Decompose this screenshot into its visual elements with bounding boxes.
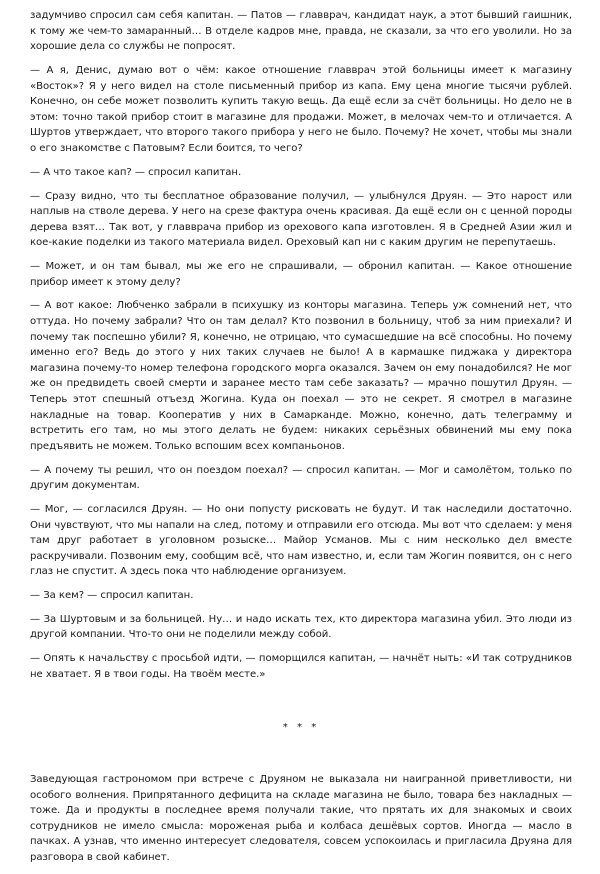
paragraph: — Может, и он там бывал, мы же его не спрашивали, — обронил капитан. — Какое отношение прибор имеет к этому делу? — [30, 261, 572, 288]
paragraph: — За Шуртовым и за больницей. Ну… и надо искать тех, кто директора магазина убил. Это люди из другой компании. Что-то они не поделили между собой. — [30, 613, 572, 641]
paragraph: задумчиво спросил сам себя капитан. — Патов — главврач, кандидат наук, а этот бывший гаишник, к тому же чем-то замаранный… В отделе кадров мне, правда, не сказали, за что его уволили. Но за хорошие дела со службы не попросят. — [30, 10, 572, 53]
paragraph: — Мог, — согласился Друян. — Но они попусту рисковать не будут. И так наследили достаточно. Они чувствуют, что мы напали на след, потому и отправили его отсюда. Мы вот что сделаем: у меня там друг работает в уголовном розыске… Майор Усманов. Мы с ним несколько дел вместе раскручивали. Позвоним ему, сообщим всё, что нам известно, и, если там Жогин появится, он с него глаз не спустит. А здесь пока что наблюдение организуем. — [30, 503, 572, 578]
document-page — [30, 8, 572, 874]
paragraph: — Опять к начальству с просьбой идти, — поморщился капитан, — начнёт ныть: «И так сотрудников не хватает. Я в твои годы. На твоём месте.» — [30, 653, 572, 680]
section-separator: * * * — [282, 722, 320, 734]
paragraph: — А я, Денис, думаю вот о чём: какое отношение главврач этой больницы имеет к магазину «Восток»? Я у него видел на столе письменный прибор из капа. Ему цена многие тысячи рублей. Конечно, он себе может позволить купить такую вещь. Да ещё если за счёт больницы. Но дело не в этом: точно такой прибор стоит в магазине для продажи. Может, в мелочах чем-то и отличается. А Шуртов утверждает, что второго такого прибора у него не было. Почему? Не хочет, чтобы мы знали о его знакомстве с Патовым? Если боится, то чего? — [30, 64, 572, 154]
paragraph: — Сразу видно, что ты бесплатное образование получил, — улыбнулся Друян. — Это нарост или наплыв на стволе дерева. У него на срезе фактура очень красивая. Да ещё если он с ценной породы дерева взят… Так вот, у главврача прибор из орехового капа изготовлен. Я в Средней Азии жил и кое-какие поделки из такого материала видел. Ореховый кап ни с каким другим не перепутаешь. — [30, 190, 572, 249]
paragraph: — За кем? — спросил капитан. — [30, 590, 194, 602]
paragraph: — А почему ты решил, что он поездом поехал? — спросил капитан. — Мог и самолётом, только по другим документам. — [30, 464, 572, 492]
paragraph: — А вот какое: Любченко забрали в психушку из конторы магазина. Теперь уж сомнений нет, что оттуда. Но почему забрали? Что он там делал? Кто позвонил в больницу, чтоб за ним приехали? И почему так поспешно убили? Я, конечно, не отрицаю, что сумасшедшие на всё способны. Но почему именно его? Ведь до этого у них таких случаев не было! А в кармашке пиджака у директора магазина почему-то номер телефона городского морга оказался. Зачем он ему понадобился? Не мог же он предвидеть своей смерти и заранее место там себе заказать? — мрачно пошутил Друян. — Теперь этот спешный отъезд Жогина. Куда он поехал — это не секрет. Я смотрел в магазине накладные на товар. Кооператив у них в Самарканде. Можно, конечно, дать телеграмму и встретить его там, но мы этого делать не будем: никаких серьёзных обвинений мы ему пока предъявить не можем. Только вспошим всех компаньонов. — [30, 300, 572, 452]
paragraph: Заведующая гастрономом при встрече с Друяном не выказала ни наигранной приветливости, ни особого волнения. Припрятанного дефицита на складе магазина не было, товара без накладных — тоже. Да и продукты в последнее время получали такие, что прятать их для знакомых и своих сотрудников не имело смысла: мороженая рыба и колбаса дешёвых сортов. Иногда — масло в пачках. А узнав, что именно интересует следователя, совсем успокоилась и пригласила Друяна для разговора в свой кабинет. — [30, 774, 572, 863]
paragraph: — А что такое кап? — спросил капитан. — [30, 166, 242, 178]
